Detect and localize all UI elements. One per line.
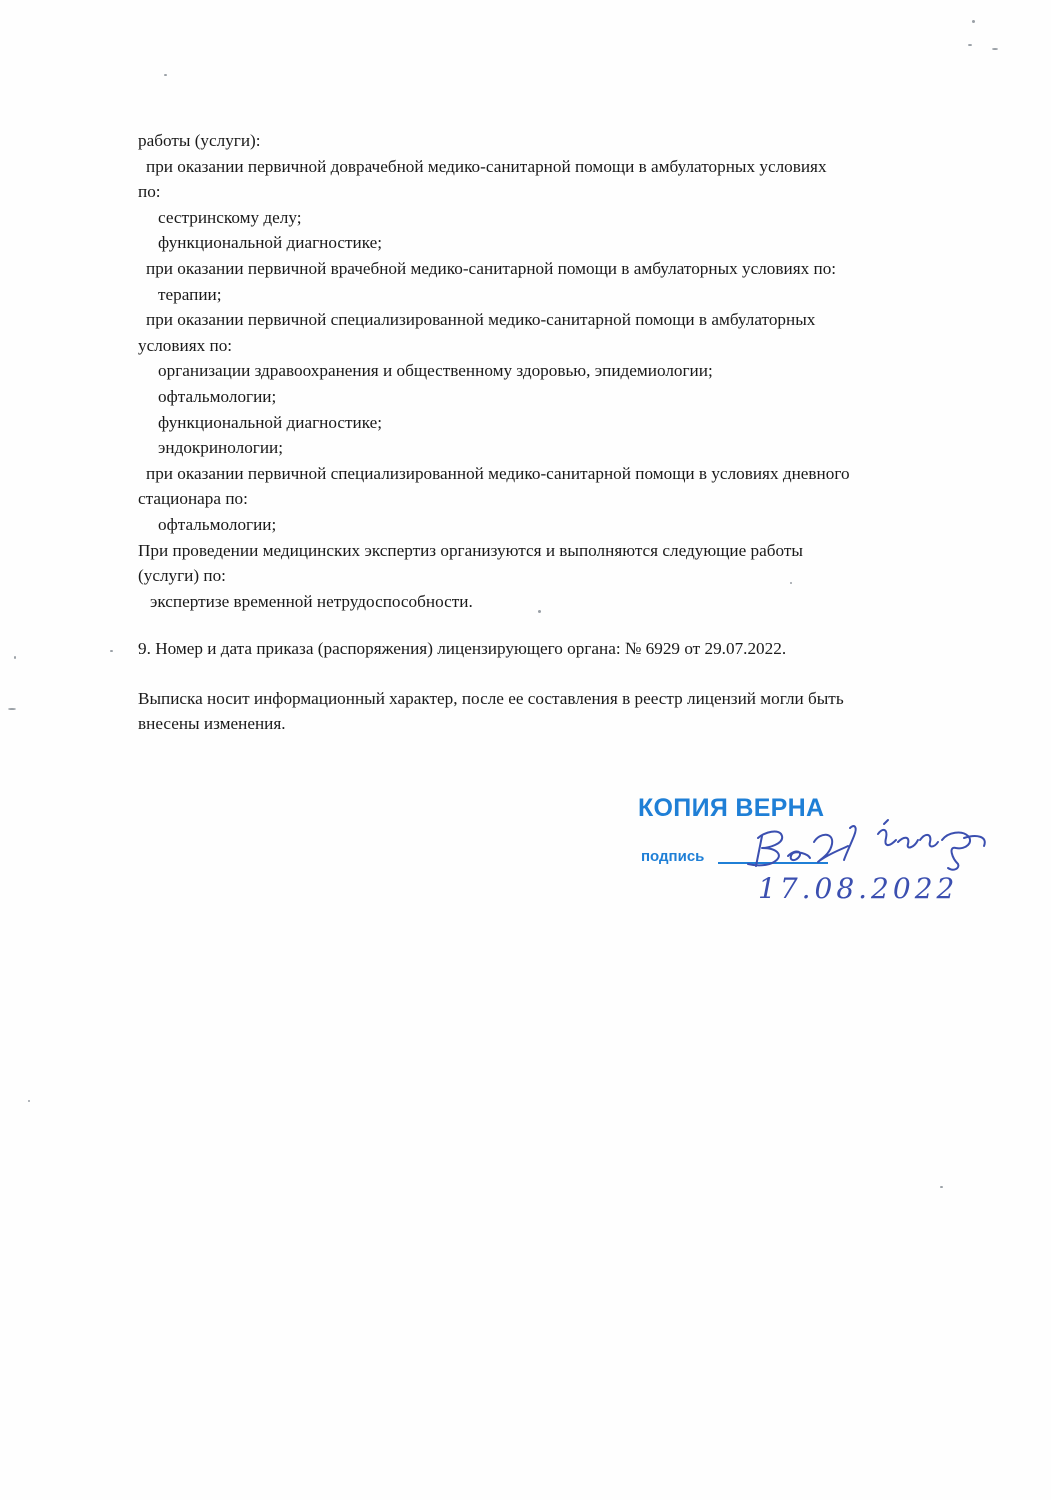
text-line: работы (услуги): [138,131,261,150]
text-line: при оказании первичной врачебной медико-санитарной помощи в амбулаторных условиях по: [146,258,837,278]
text-line: функциональной диагностике; [158,412,383,432]
scan-speck [972,20,975,23]
scan-speck [14,656,16,659]
handwritten-signature [738,818,998,908]
scan-speck [940,1186,943,1188]
notice-line: Выписка носит информационный характер, после ее составления в реестр лицензий могли быть [138,688,844,708]
text-line: офтальмологии; [158,514,277,534]
text-line: по: [138,182,161,202]
text-line: организации здравоохранения и общественному здоровью, эпидемиологии; [158,361,713,381]
text-line: экспертизе временной нетрудоспособности. [150,591,473,611]
scan-speck [538,610,541,613]
text-line: эндокринологии; [158,438,284,458]
text-line: стационара по: [138,489,248,509]
text-line: (услуги) по: [138,566,226,586]
scan-speck [164,74,167,76]
text-line: офтальмологии; [158,386,277,406]
notice-line: внесены изменения. [138,714,286,734]
scan-speck [28,1100,30,1102]
text-line: при оказании первичной специализированной медико-санитарной помощи в амбулаторных [146,310,816,330]
scan-speck [968,44,972,46]
stamp-sign-label: подпись [641,848,705,865]
text-line: при оказании первичной специализированной медико-санитарной помощи в условиях дневного [146,463,850,483]
text-line: при оказании первичной доврачебной медико-санитарной помощи в амбулаторных условиях [146,156,827,176]
text-line: При проведении медицинских экспертиз организуются и выполняются следующие работы [138,540,803,560]
scan-speck [790,582,792,584]
scan-speck [8,708,16,710]
text-line: сестринскому делу; [158,207,302,227]
scan-speck [992,48,998,50]
text-line: функциональной диагностике; [158,233,383,253]
scan-speck [110,650,113,652]
stamp-title: КОПИЯ ВЕРНА [638,794,825,822]
text-line: условиях по: [138,335,233,355]
signature-date: 17.08.2022 [758,872,959,905]
text-line: терапии; [158,284,222,304]
document-body [138,128,998,737]
order-line: 9. Номер и дата приказа (распоряжения) лицензирующего органа: № 6929 от 29.07.2022. [138,639,787,659]
